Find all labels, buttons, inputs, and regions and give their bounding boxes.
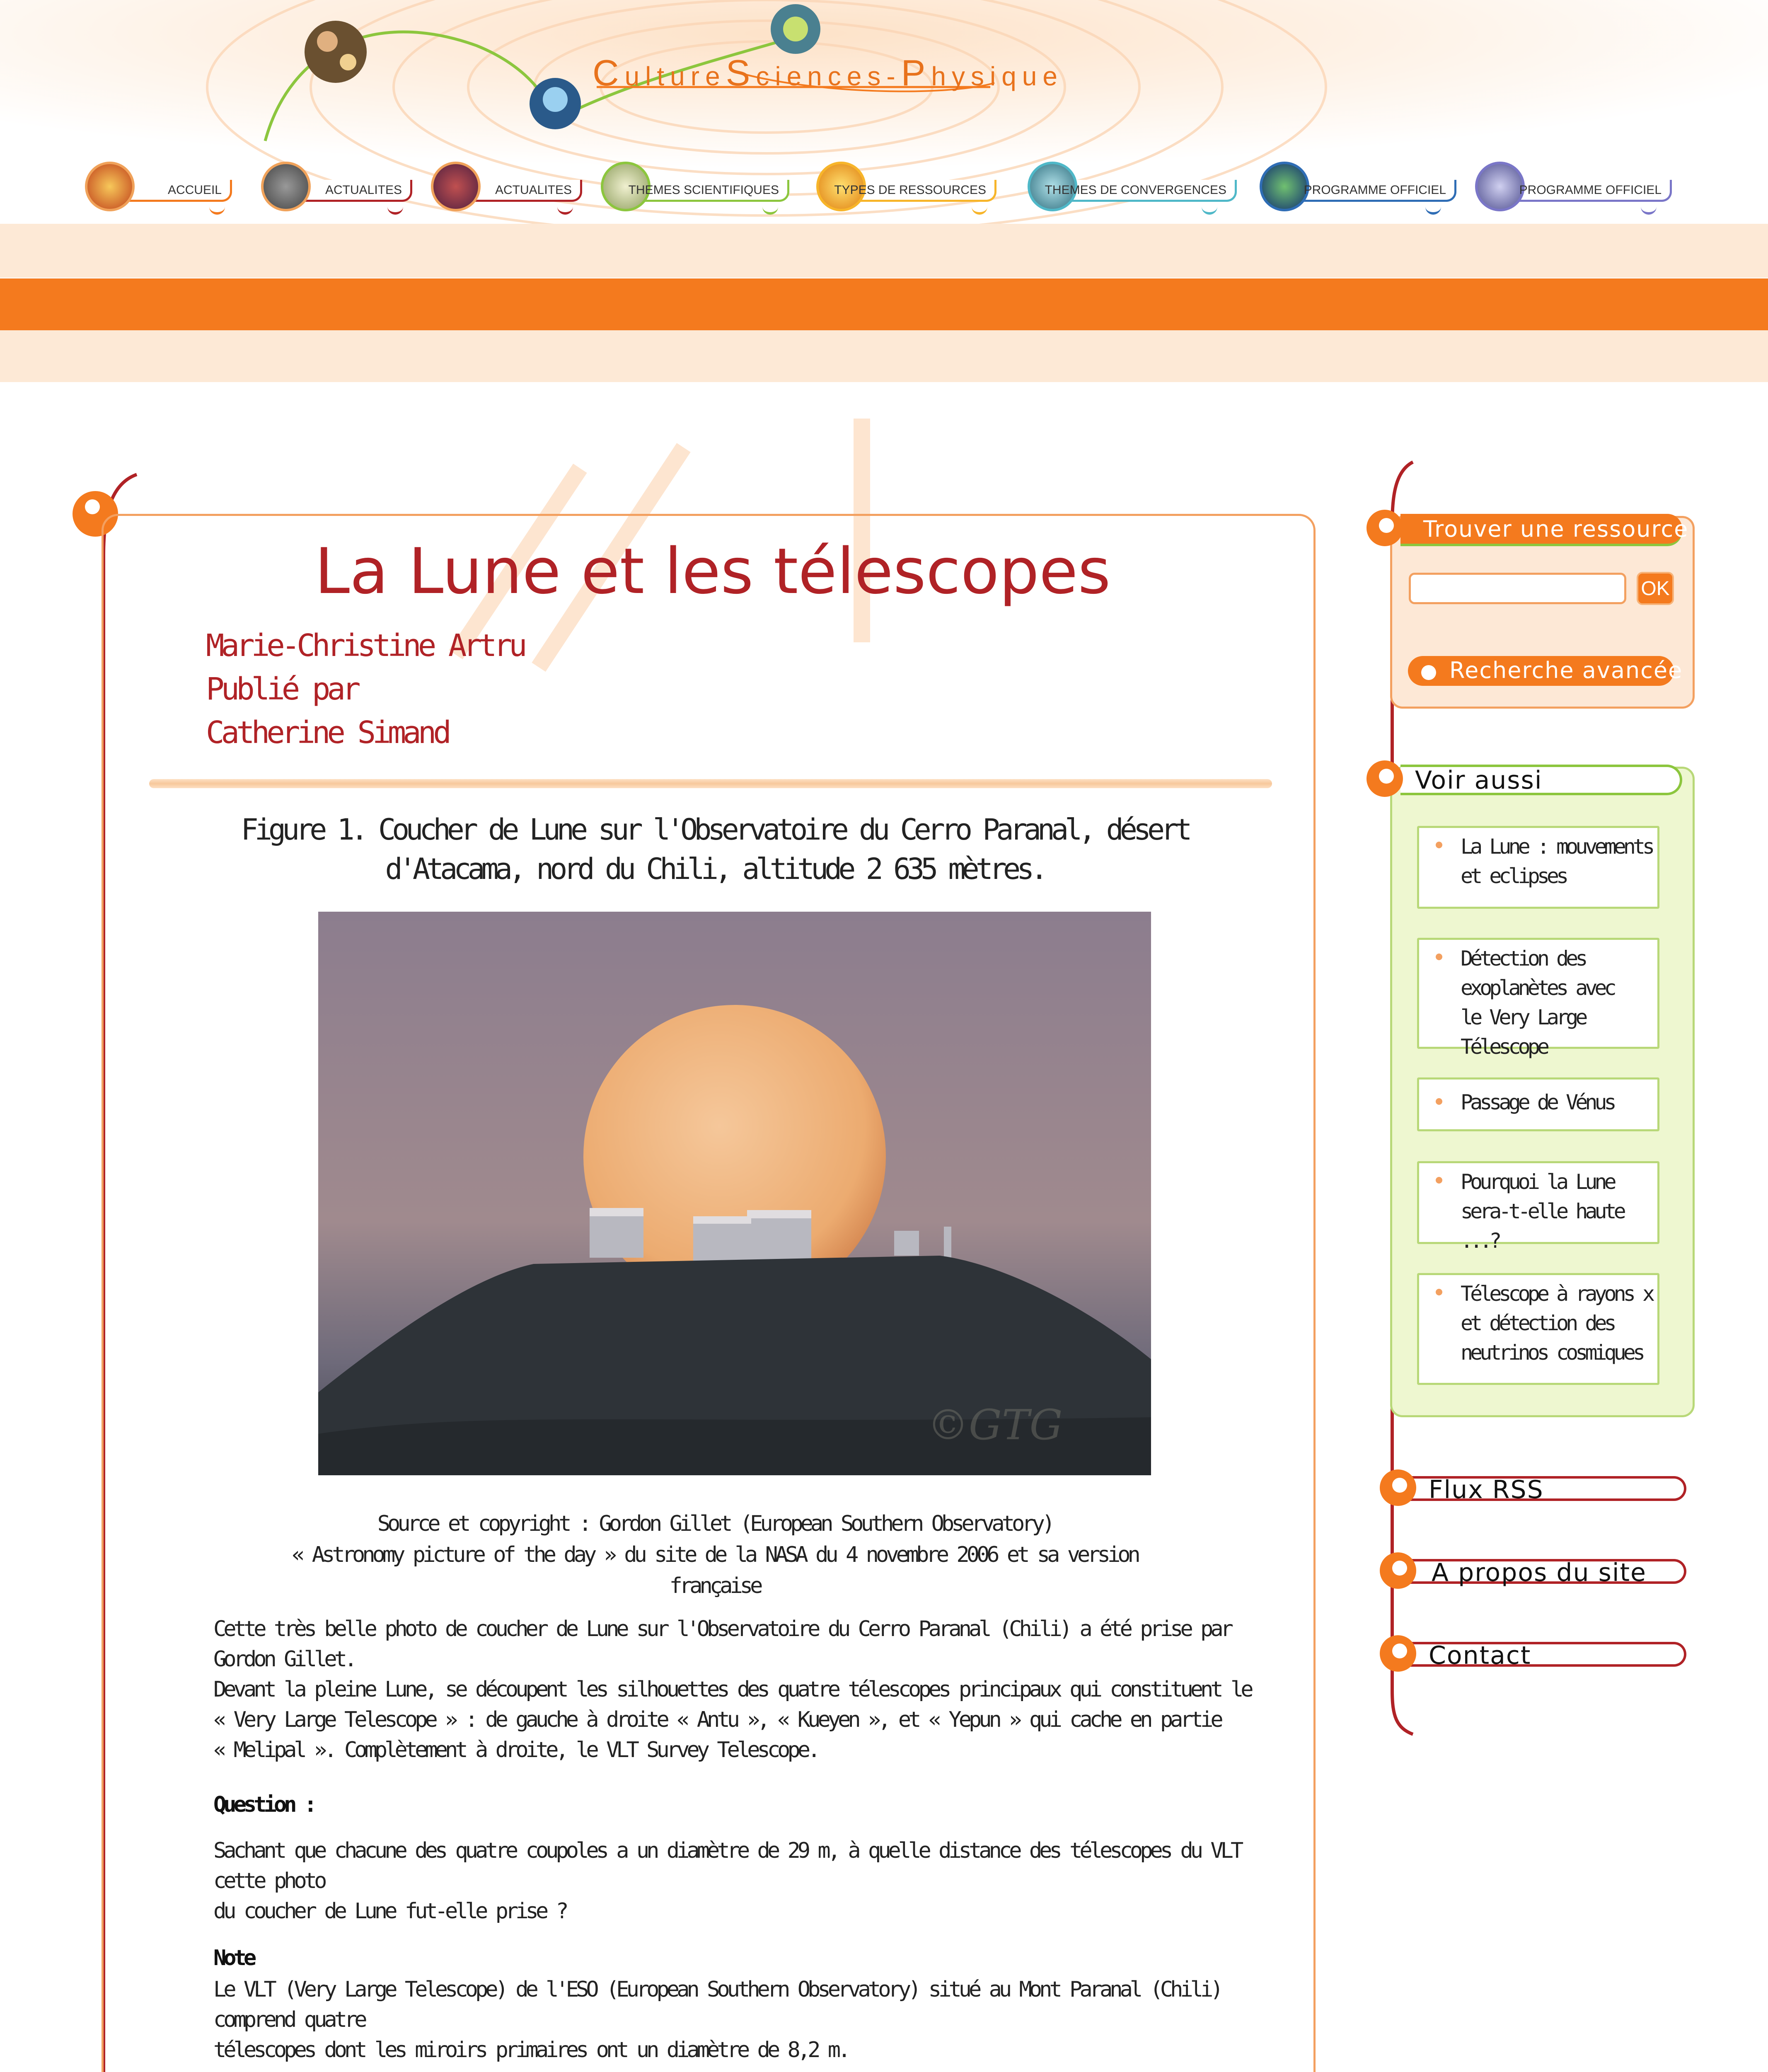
contact-label: Contact xyxy=(1429,1641,1531,1670)
contact-bullet-icon xyxy=(1380,1635,1416,1672)
see-also-link-text: Pourquoi la Lune sera-t-elle haute ...? xyxy=(1461,1170,1623,1253)
see-also-title: Voir aussi xyxy=(1415,766,1543,795)
rss-feed-link[interactable] xyxy=(1380,1472,1691,1505)
nav-types-ressources[interactable] xyxy=(816,162,994,215)
rss-feed-label: Flux RSS xyxy=(1429,1475,1544,1504)
about-site-label: A propos du site xyxy=(1432,1558,1647,1587)
nav-label: ACTUALITES xyxy=(495,183,572,197)
advanced-search-label[interactable]: Recherche avancée xyxy=(1449,657,1683,683)
nav-label: TYPES DE RESSOURCES xyxy=(834,183,986,197)
site-title[interactable] xyxy=(593,52,1063,94)
rss-bullet-icon xyxy=(1380,1469,1416,1506)
about-site-link[interactable] xyxy=(1380,1555,1691,1588)
about-bullet-icon xyxy=(1380,1552,1416,1589)
header-band xyxy=(0,330,1768,382)
see-also-link-text: Télescope à rayons x et détection des neutrinos cosmiques xyxy=(1461,1282,1652,1365)
nav-icon-programme-officiel xyxy=(1475,162,1525,211)
contact-link[interactable] xyxy=(1380,1638,1691,1671)
bullet-dot xyxy=(1436,1098,1442,1105)
site-header xyxy=(0,0,1768,385)
bullet-dot xyxy=(1436,1177,1442,1184)
nav-label: PROGRAMME OFFICIEL xyxy=(1519,183,1662,197)
nav-label: ACCUEIL xyxy=(167,183,222,197)
see-also-link-telescope-rayons-x[interactable] xyxy=(1417,1273,1659,1385)
see-also-link-text: Passage de Vénus xyxy=(1461,1090,1614,1114)
advanced-search-bullet-icon xyxy=(1409,657,1437,685)
nav-label: THEMES SCIENTIFIQUES xyxy=(628,183,779,197)
bullet-dot xyxy=(1436,1289,1442,1295)
search-panel-title: Trouver une ressource xyxy=(1423,516,1689,542)
header-band xyxy=(0,224,1768,278)
header-band-orange xyxy=(0,278,1768,330)
search-ok-button[interactable]: OK xyxy=(1637,572,1674,605)
site-title-part: Physique xyxy=(901,52,1063,93)
see-also-bullet-icon xyxy=(1367,760,1403,797)
see-also-link-exoplanetes[interactable] xyxy=(1417,938,1659,1059)
nav-icon-programme-officiel xyxy=(1260,162,1309,211)
nav-actualites-2[interactable] xyxy=(431,162,580,215)
bullet-dot xyxy=(1436,842,1442,848)
question-heading: Question : xyxy=(213,1792,314,1817)
intro-paragraph: Cette très belle photo de coucher de Lune sur l'Observatoire du Cerro Paranal (Chili) a été prise par Gordon Gillet. Devant la pleine Lune, se découpent les silhouettes des quatre télescopes principaux qui constituent le « Very Large Telescope » : de gauche à droite « Antu », « Kueyen », et « Yepun » qui cache en partie « Melipal ». Complètement à droite, le VLT Survey Telescope. xyxy=(213,1617,1251,1762)
site-title-part: Sciences- xyxy=(726,52,901,93)
published-by-label: Publié par xyxy=(206,671,358,707)
nav-programme-officiel-2[interactable] xyxy=(1475,162,1670,215)
figure-caption: Figure 1. Coucher de Lune sur l'Observatoire du Cerro Paranal, désert d'Atacama, nord du Chili, altitude 2 635 mètres. xyxy=(241,813,1189,886)
nav-actualites-1[interactable] xyxy=(261,162,410,215)
moonset-photo xyxy=(318,912,1151,1475)
see-also-link-text: La Lune : mouvements et eclipses xyxy=(1461,835,1652,888)
question-text: Sachant que chacune des quatre coupoles a un diamètre de 29 m, à quelle distance des télescopes du VLT cette photo du coucher de Lune fut-elle prise ? xyxy=(213,1838,1241,1924)
note-text: Le VLT (Very Large Telescope) de l'ESO (European Southern Observatory) situé au Mont Paranal (Chili) comprend quatre télescopes dont les miroirs primaires ont un diamètre de 8,2 m. xyxy=(213,1977,1221,2062)
bullet-dot xyxy=(1436,954,1442,960)
nav-accueil[interactable] xyxy=(85,162,230,215)
see-also-link-passage-venus[interactable] xyxy=(1417,1077,1659,1131)
nav-label: THEMES DE CONVERGENCES xyxy=(1045,183,1226,197)
page-title: La Lune et les télescopes xyxy=(314,535,1111,608)
nav-label: PROGRAMME OFFICIEL xyxy=(1304,183,1446,197)
photo-credit xyxy=(249,1508,1181,1602)
author-name: Marie-Christine Artru xyxy=(206,628,524,663)
see-also-link-lune-mouvements[interactable] xyxy=(1417,826,1659,909)
nav-icon-actualites xyxy=(431,162,481,211)
nav-icon-actualites xyxy=(261,162,311,211)
title-divider xyxy=(149,779,1272,788)
search-input[interactable] xyxy=(1409,573,1626,604)
nav-icon-accueil xyxy=(85,162,135,211)
see-also-link-lune-haute[interactable] xyxy=(1417,1161,1659,1253)
publisher-name: Catherine Simand xyxy=(206,715,448,750)
nav-label: ACTUALITES xyxy=(325,183,402,197)
nav-themes-convergences[interactable] xyxy=(1028,162,1235,215)
nav-themes-scientifiques[interactable] xyxy=(601,162,787,215)
photo-reference[interactable]: « Astronomy picture of the day » du site de la NASA du 4 novembre 2006 et sa version française xyxy=(292,1542,1138,1598)
site-title-part: Culture xyxy=(593,52,726,93)
note-heading: Note xyxy=(213,1946,254,1970)
see-also-link-text: Détection des exoplanètes avec le Very Large Télescope xyxy=(1461,946,1614,1059)
photo-watermark: ©GTG xyxy=(927,1401,1063,1449)
photo-source: Source et copyright : Gordon Gillet (European Southern Observatory) xyxy=(377,1511,1052,1536)
nav-programme-officiel-1[interactable] xyxy=(1260,162,1454,215)
search-bullet-icon xyxy=(1367,510,1403,546)
